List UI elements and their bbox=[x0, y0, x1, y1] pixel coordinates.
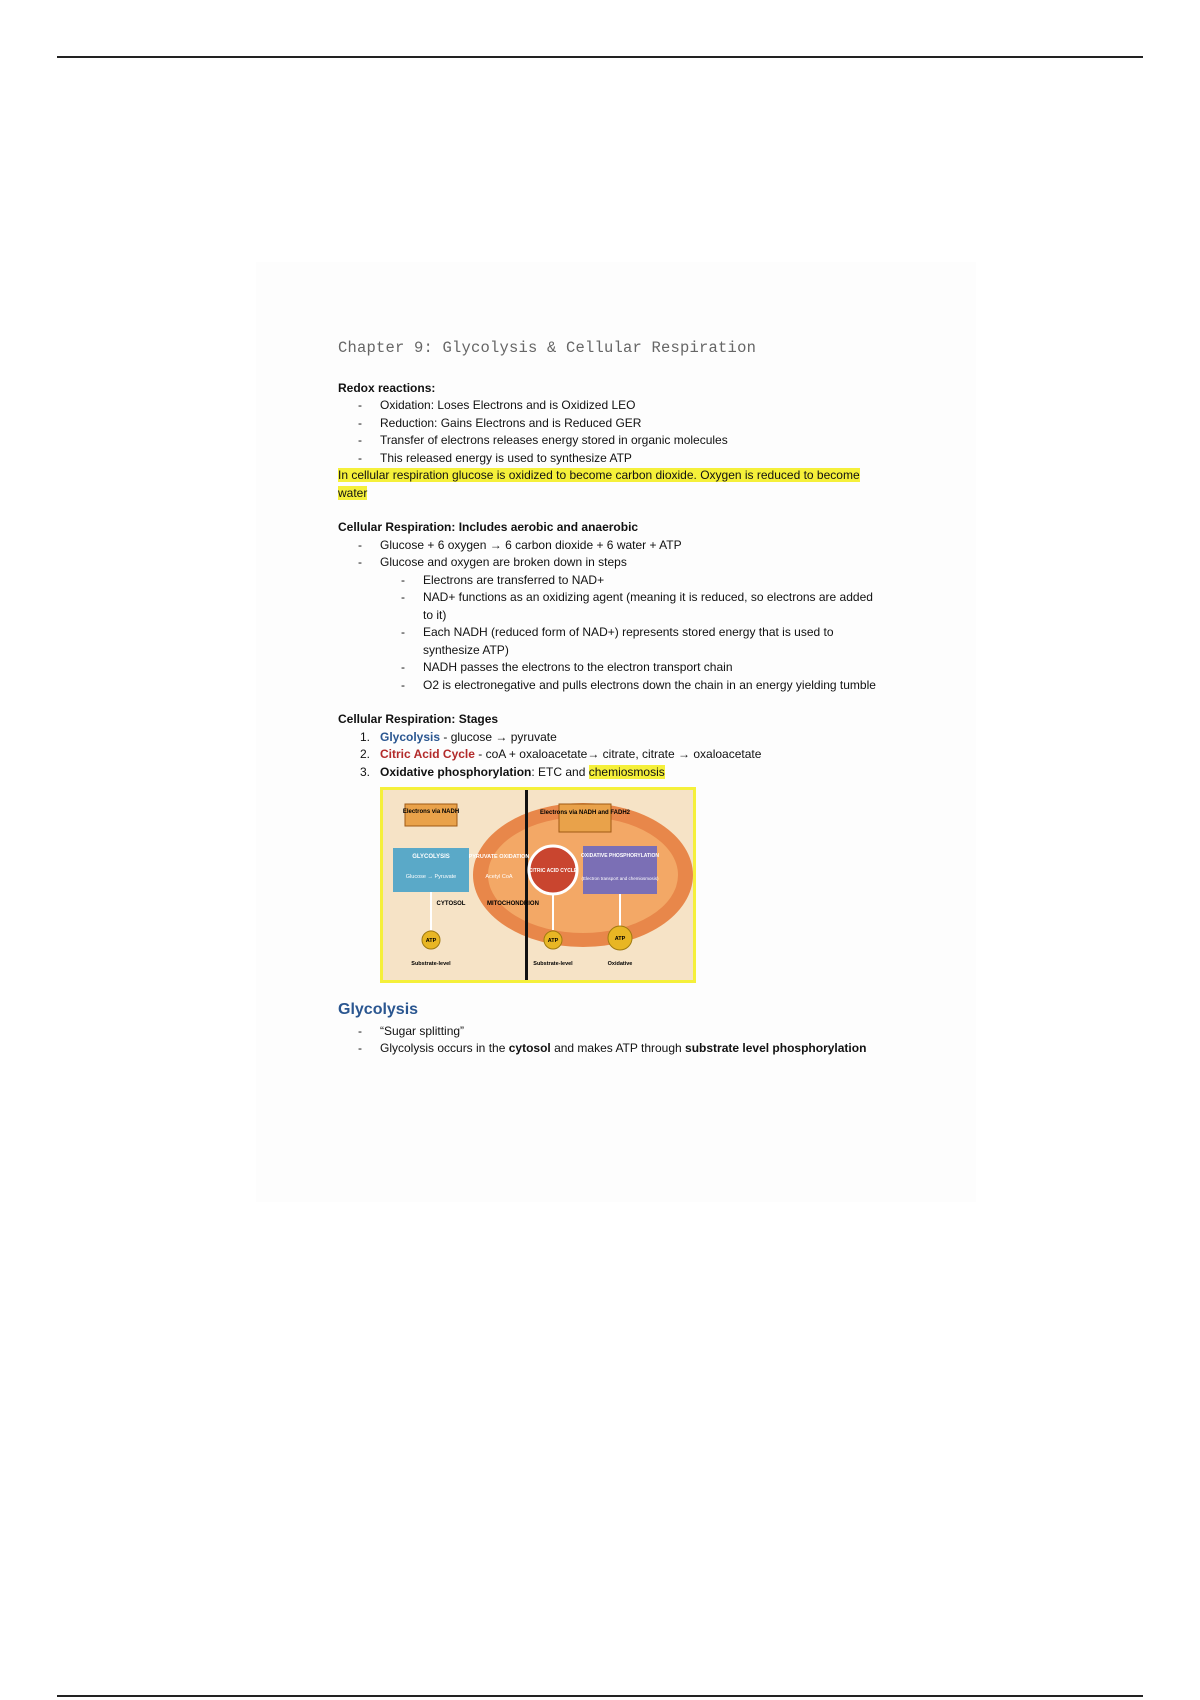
atp-label: ATP bbox=[547, 938, 559, 944]
bottom-rule bbox=[57, 1695, 1143, 1697]
stage-text: - glucose → pyruvate bbox=[440, 729, 557, 744]
acetyl-coa-label: Acetyl CoA bbox=[485, 874, 513, 880]
stage-label-citric-acid-cycle: Citric Acid Cycle bbox=[380, 747, 475, 761]
stage-text: - coA + oxaloacetate→ citrate, citrate → oxaloacetate bbox=[474, 747, 762, 761]
text-span: and makes ATP through bbox=[550, 1041, 686, 1055]
sub-list-item: - O2 is electronegative and pulls electrons down the chain in an energy yielding tumble bbox=[338, 677, 878, 695]
list-number: 2. bbox=[360, 747, 371, 761]
electrons-nadh-box bbox=[402, 804, 460, 826]
sub-list-item: - Each NADH (reduced form of NAD+) represents stored energy that is used to synthesize ATP) bbox=[338, 624, 878, 659]
glycolysis-box-label: GLYCOLYSIS bbox=[412, 854, 450, 860]
citric-acid-cycle-label: CITRIC ACID CYCLE bbox=[528, 868, 578, 874]
list-item: - Reduction: Gains Electrons and is Reduced GER bbox=[338, 415, 878, 433]
list-item bbox=[338, 746, 878, 764]
diagram-svg bbox=[383, 790, 693, 980]
oxphos-sub-label: (Electron transport and chemiosmosis) bbox=[581, 876, 659, 881]
oxidative-label: Oxidative bbox=[607, 961, 633, 967]
bold-term: cytosol bbox=[508, 1041, 551, 1055]
respiration-diagram bbox=[380, 787, 696, 983]
stages-heading: Cellular Respiration: Stages bbox=[338, 712, 499, 726]
atp-label: ATP bbox=[425, 938, 437, 944]
divider-line bbox=[525, 790, 528, 980]
sub-list-item: - Electrons are transferred to NAD+ bbox=[338, 572, 878, 590]
pyruvate-oxidation-label: PYRUVATE OXIDATION bbox=[468, 854, 530, 860]
list-item: - “Sugar splitting” bbox=[338, 1023, 878, 1041]
redox-heading: Redox reactions: bbox=[338, 380, 436, 395]
cytosol-label: CYTOSOL bbox=[436, 901, 466, 907]
redox-list bbox=[338, 397, 878, 467]
substrate-level-label: Substrate-level bbox=[533, 961, 573, 967]
substrate-level-label: Substrate-level bbox=[411, 961, 451, 967]
electrons-nadh-fadh-label: Electrons via NADH and FADH2 bbox=[539, 810, 631, 816]
stage-label-glycolysis: Glycolysis bbox=[380, 729, 441, 744]
glycolysis-list bbox=[338, 1023, 878, 1058]
stage-text: : ETC and bbox=[531, 764, 589, 779]
document-content bbox=[338, 340, 878, 1058]
top-rule bbox=[57, 56, 1143, 58]
stage-label-oxphos: Oxidative phosphorylation bbox=[380, 764, 532, 779]
cr-list bbox=[338, 537, 878, 695]
list-item: - Oxidation: Loses Electrons and is Oxidized LEO bbox=[338, 397, 878, 415]
list-item: - Transfer of electrons releases energy stored in organic molecules bbox=[338, 432, 878, 450]
bold-term: substrate level phosphorylation bbox=[685, 1041, 867, 1055]
list-number: 1. bbox=[360, 729, 371, 744]
text-span: Glycolysis occurs in the bbox=[380, 1041, 509, 1055]
highlighted-text: In cellular respiration glucose is oxidized to become carbon dioxide. Oxygen is reduced to become water bbox=[338, 468, 860, 500]
page-title: Chapter 9: Glycolysis & Cellular Respiration bbox=[338, 339, 757, 357]
stages-list bbox=[338, 729, 878, 782]
mitochondrion-label: MITOCHONDRION bbox=[487, 901, 539, 907]
redox-highlight-para bbox=[338, 467, 878, 502]
atp-label: ATP bbox=[614, 936, 626, 942]
list-item: - Glucose and oxygen are broken down in steps bbox=[338, 554, 878, 572]
list-item bbox=[338, 764, 878, 782]
list-item bbox=[338, 729, 878, 747]
oxphos-label: OXIDATIVE PHOSPHORYLATION bbox=[581, 853, 659, 859]
sub-list-item: - NAD+ functions as an oxidizing agent (meaning it is reduced, so electrons are added to it) bbox=[338, 589, 878, 624]
sub-list-item: - NADH passes the electrons to the electron transport chain bbox=[338, 659, 878, 677]
cr-heading: Cellular Respiration: Includes aerobic and anaerobic bbox=[338, 520, 639, 534]
electrons-nadh-label: Electrons via NADH bbox=[402, 809, 460, 815]
glycolysis-heading: Glycolysis bbox=[338, 1001, 419, 1018]
list-item: - Glucose + 6 oxygen → 6 carbon dioxide + 6 water + ATP bbox=[338, 537, 878, 555]
electrons-nadh-fadh-box bbox=[559, 804, 611, 832]
list-item bbox=[338, 1040, 878, 1058]
list-item: - This released energy is used to synthesize ATP bbox=[338, 450, 878, 468]
list-number: 3. bbox=[360, 764, 371, 779]
glucose-pyruvate-label: Glucose → Pyruvate bbox=[405, 874, 457, 880]
highlighted-text: chemiosmosis bbox=[588, 764, 665, 779]
